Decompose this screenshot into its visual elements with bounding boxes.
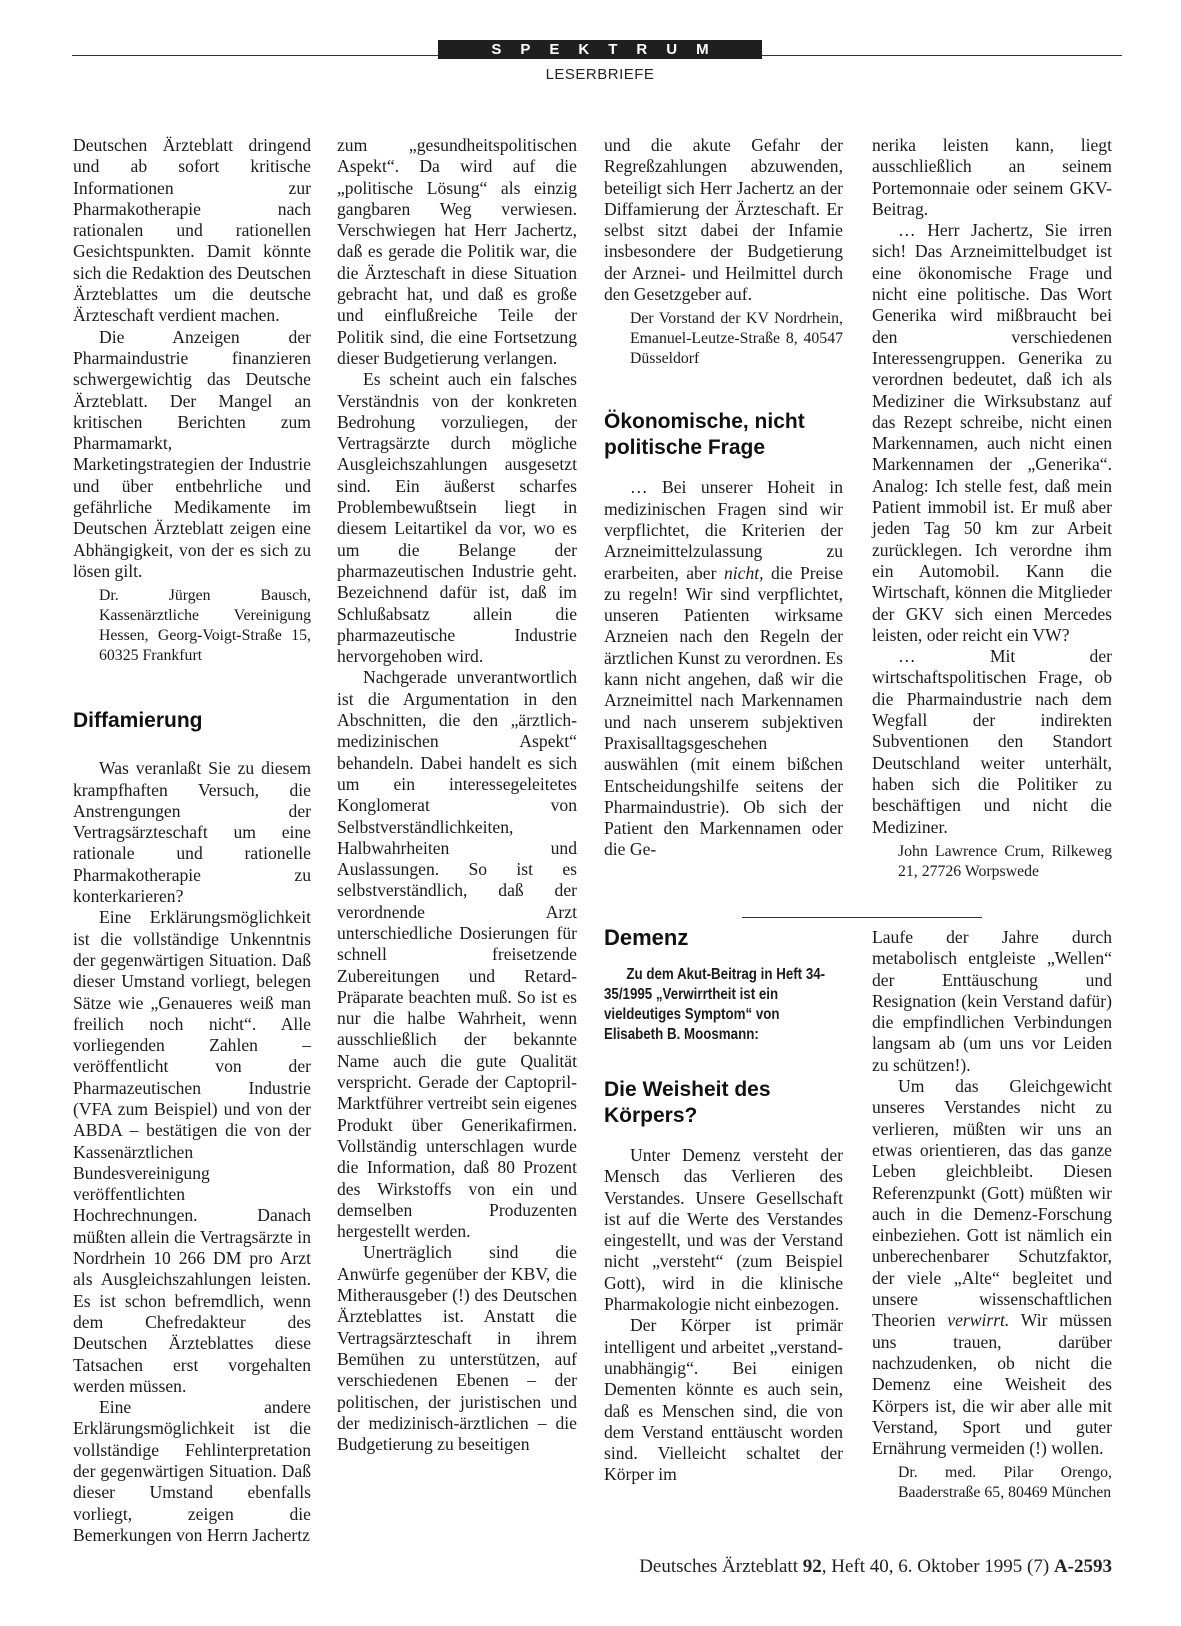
- letter-paragraph: Es scheint auch ein falsches Verständnis von der konkreten Bedrohung vorzuliegen, der Vertragsärzte durch mögliche Ausgleichszahlungen ausgesetzt sind. Ein äußerst scharfes Problembewußtsein liegt in diesem Leitartikel da vor, wo es um die Belange der pharmazeutischen Industrie geht. Bezeichnend dafür ist, daß im Schlußabsatz allein die pharmazeutische Industrie hervorgehoben wird.: [337, 369, 577, 667]
- topic-heading: Demenz: [604, 925, 689, 950]
- letter-paragraph: Nachgerade unverantwortlich ist die Argumentation in den Abschnitten, die den „ärztlich-medizinischen Aspekt“ behandeln. Dabei handelt es sich um ein interessegeleitetes Konglomerat von Selbstverständlichkeiten, Halbwahrheiten und Auslassungen. So ist es selbstverständlich, daß der verordnende Arzt unterschiedliche Dosierungen für schnell freisetzende Zubereitungen und Retard-Präparate beachten muß. So ist es nur die halbe Wahrheit, wenn ausschließlich der bekannte Name auch die gute Qualität verspricht. Gerade der Captopril-Marktführer vertreibt sein eigenes Produkt über Generikafirmen. Vollständig unterschlagen wurde die Information, daß 80 Prozent des Wirkstoffs von ein und demselben Produzenten hergestellt werden.: [337, 667, 577, 1242]
- letter-signature: Dr. Jürgen Bausch, Kassenärztliche Vereinigung Hessen, Georg-Voigt-Straße 15, 60325 Frankfurt: [99, 587, 311, 665]
- letter-signature: Der Vorstand der KV Nordrhein, Emanuel-Leutze-Straße 8, 40547 Düsseldorf: [630, 310, 843, 368]
- column-1: [73, 135, 311, 1546]
- letter-paragraph: … Herr Jachertz, Sie irren sich! Das Arzneimittelbudget ist eine ökonomische Frage und nicht eine politische. Das Wort Generika wird mißbraucht bei den verschiedenen Interessengruppen. Generika zu verordnen bedeutet, daß ich als Mediziner die Wirksubstanz auf das Rezept schreibe, nicht einen Markennamen, auch nicht einen Markennamen der „Generika“. Analog: Ich stelle fest, daß mein Patient immobil ist. Er muß aber jeden Tag 50 km zur Arbeit zurücklegen. Ich verordne ihm ein Automobil. Kann die Wirtschaft, können die Mitglieder der GKV sich einen Mercedes leisten, oder reicht ein VW?: [872, 220, 1112, 645]
- letter-paragraph: Laufe der Jahre durch metabolisch entgleiste „Wellen“ der Enttäuschung und Resignation (kein Verstand dafür) die empfindlichen Verbindungen langsam ab (um uns vor Leiden zu schützen!).: [872, 927, 1112, 1075]
- letter-paragraph: Was veranlaßt Sie zu diesem krampfhaften Versuch, die Anstrengungen der Vertragsärzteschaft um eine rationale und rationelle Pharmakotherapie zu konterkarieren?: [73, 758, 311, 907]
- emphasis: nicht,: [723, 562, 764, 583]
- letter-paragraph: Die Anzeigen der Pharmaindustrie finanzieren schwergewichtig das Deutsche Ärzteblatt. Der Mangel an kritischen Berichten zum Pharmamarkt, Marketingstrategien der Industrie und über entbehrliche und gefährliche Medikamente im Deutschen Ärzteblatt zeigen eine Abhängigkeit, von der es sich zu lösen gilt.: [73, 326, 311, 581]
- section-separator: [742, 917, 982, 918]
- page-footer: [560, 1556, 1112, 1578]
- letter-paragraph: Unter Demenz versteht der Mensch das Verlieren des Verstandes. Unsere Gesellschaft ist auf die Werte des Verstandes eingestellt, und was der Verstand nicht „versteht“ (zum Beispiel Gott), wird in die klinische Pharmakologie nicht einbezogen.: [604, 1145, 843, 1315]
- issue-info: , Heft 40, 6. Oktober 1995 (7): [821, 1556, 1054, 1577]
- letter-paragraph: … Mit der wirtschaftspolitischen Frage, ob die Pharmaindustrie nach dem Wegfall der indirekten Subventionen den Standort Deutschland weiter unterhält, haben sich die Politiker zu beschäftigen und nicht die Mediziner.: [872, 646, 1112, 837]
- letter-paragraph: Eine Erklärungsmöglichkeit ist die vollständige Unkenntnis der gegenwärtigen Situation. Daß dieser Umstand vorliegt, belegen Sätze wie „Genaueres weiß man freilich noch nicht“. Alle vorliegenden Zahlen – veröffentlicht von der Pharmazeutischen Industrie (VFA zum Beispiel) und von der ABDA – bestätigen die von der Kassenärztlichen Bundesvereinigung veröffentlichten Hochrechnungen. Danach müßten allein die Vertragsärzte in Nordrhein 10 266 DM pro Arzt als Ausgleichszahlungen leisten. Es ist schon befremdlich, wenn dem Chefredakteur des Deutschen Ärzteblattes diese Tatsachen erst vorgehalten werden müssen.: [73, 907, 311, 1396]
- letter-paragraph: Unerträglich sind die Anwürfe gegenüber der KBV, die Mitherausgeber (!) des Deutschen Ärzteblattes ist. Anstatt die Vertragsärzteschaft in ihrem Bemühen zu unterstützen, auf verschiedenen Ebenen – der politischen, der juristischen und der medizinisch-ärztlichen – die Budgetierung zu beseitigen: [337, 1242, 577, 1455]
- journal-name: Deutsches Ärzteblatt: [639, 1556, 803, 1577]
- letter-paragraph: zum „gesundheitspolitischen Aspekt“. Da wird auf die „politische Lösung“ als einzig gangbaren Weg verwiesen. Verschwiegen hat Herr Jachertz, daß es gerade die Politik war, die die Ärzteschaft in diese Situation gebracht hat, und daß es große und einflußreiche Teile der Politik sind, die eine Fortsetzung dieser Budgetierung verlangen.: [337, 135, 577, 368]
- letter-paragraph: Um das Gleichgewicht unseres Verstandes nicht zu verlieren, müßten wir uns an etwas orientieren, das das ganze Leben gleichbleibt. Diesen Referenzpunkt (Gott) müßten wir auch in die Demenz-Forschung einbeziehen. Gott ist nämlich ein unberechenbarer Schutzfaktor, der viele „Alte“ begleitet und unsere wissenschaftlichen Theorien verwirrt. Wir müssen uns trauen, darüber nachzudenken, ob nicht die Demenz eine Weisheit des Körpers ist, die wir aber alle mit Verstand, Sport und guter Ernährung vermeiden (!) wollen.: [872, 1076, 1112, 1459]
- letter-signature: Dr. med. Pilar Orengo, Baaderstraße 65, 80469 München: [898, 1464, 1112, 1502]
- demenz-left: [604, 925, 843, 1486]
- volume-number: 92: [802, 1556, 822, 1577]
- letter-paragraph: nerika leisten kann, liegt ausschließlich an seinem Portemonnaie oder seinem GKV-Beitrag.: [872, 135, 1112, 219]
- letter-heading: Die Weisheit des Körpers?: [604, 1078, 771, 1127]
- letter-paragraph: Eine andere Erklärungsmöglichkeit ist die vollständige Fehlinterpretation der gegenwärtigen Situation. Daß dieser Umstand ebenfalls vorliegt, zeigen die Bemerkungen von Herrn Jachertz: [73, 1397, 311, 1545]
- letter-paragraph: und die akute Gefahr der Regreßzahlungen abzuwenden, beteiligt sich Herr Jachertz an der Diffamierung der Ärzteschaft. Er selbst sitzt dabei der Infamie insbesondere der Budgetierung der Arznei- und Heilmittel durch den Gesetzgeber auf.: [604, 135, 843, 305]
- letter-signature: John Lawrence Crum, Rilkeweg 21, 27726 Worpswede: [898, 842, 1112, 880]
- subsection-label: LESERBRIEFE: [545, 66, 655, 83]
- letter-paragraph: Deutschen Ärzteblatt dringend und ab sofort kritische Informationen zur Pharmakotherapie nach rationalen und rationellen Gesichtspunkten. Damit könnte sich die Redaktion des Deutschen Ärzteblattes um die deutsche Ärzteschaft verdient machen.: [73, 135, 311, 326]
- letter-paragraph: … Bei unserer Hoheit in medizinischen Fragen sind wir verpflichtet, die Kriterien der Arzneimittelzulassung zu erarbeiten, aber nicht, die Preise zu regeln! Wir sind verpflichtet, unseren Patienten wirksame Arzneien nach den Regeln der ärztlichen Kunst zu verordnen. Es kann nicht angehen, daß wir die Arzneimittel nach Markennamen und nach unserem subjektiven Praxisalltagsgeschehen auswählen (mit einem bißchen Entscheidungshilfe seitens der Pharmaindustrie). Ob sich der Patient den Markennamen oder die Ge-: [604, 477, 843, 860]
- letter-heading: Diffamierung: [73, 709, 203, 733]
- article-reference: Zu dem Akut-Beitrag in Heft 34-35/1995 „Verwirrtheit ist ein vieldeutiges Symptom“ von Elisabeth B. Moosmann:: [604, 966, 826, 1043]
- section-label: SPEKTRUM: [438, 40, 762, 59]
- demenz-right: [872, 927, 1112, 1503]
- page-number: A-2593: [1053, 1556, 1112, 1577]
- column-4: [872, 135, 1112, 882]
- letter-paragraph: Der Körper ist primär intelligent und arbeitet „verstand-unabhängig“. Bei einigen Dementen könnte es auch sein, daß es Menschen sind, die von dem Verstand enttäuscht worden sind. Vielleicht schaltet der Körper im: [604, 1315, 843, 1485]
- column-3: [604, 135, 843, 861]
- column-2: [337, 135, 577, 1455]
- letter-heading: Ökonomische, nicht politische Frage: [604, 410, 805, 460]
- emphasis: verwirrt.: [947, 1310, 1010, 1331]
